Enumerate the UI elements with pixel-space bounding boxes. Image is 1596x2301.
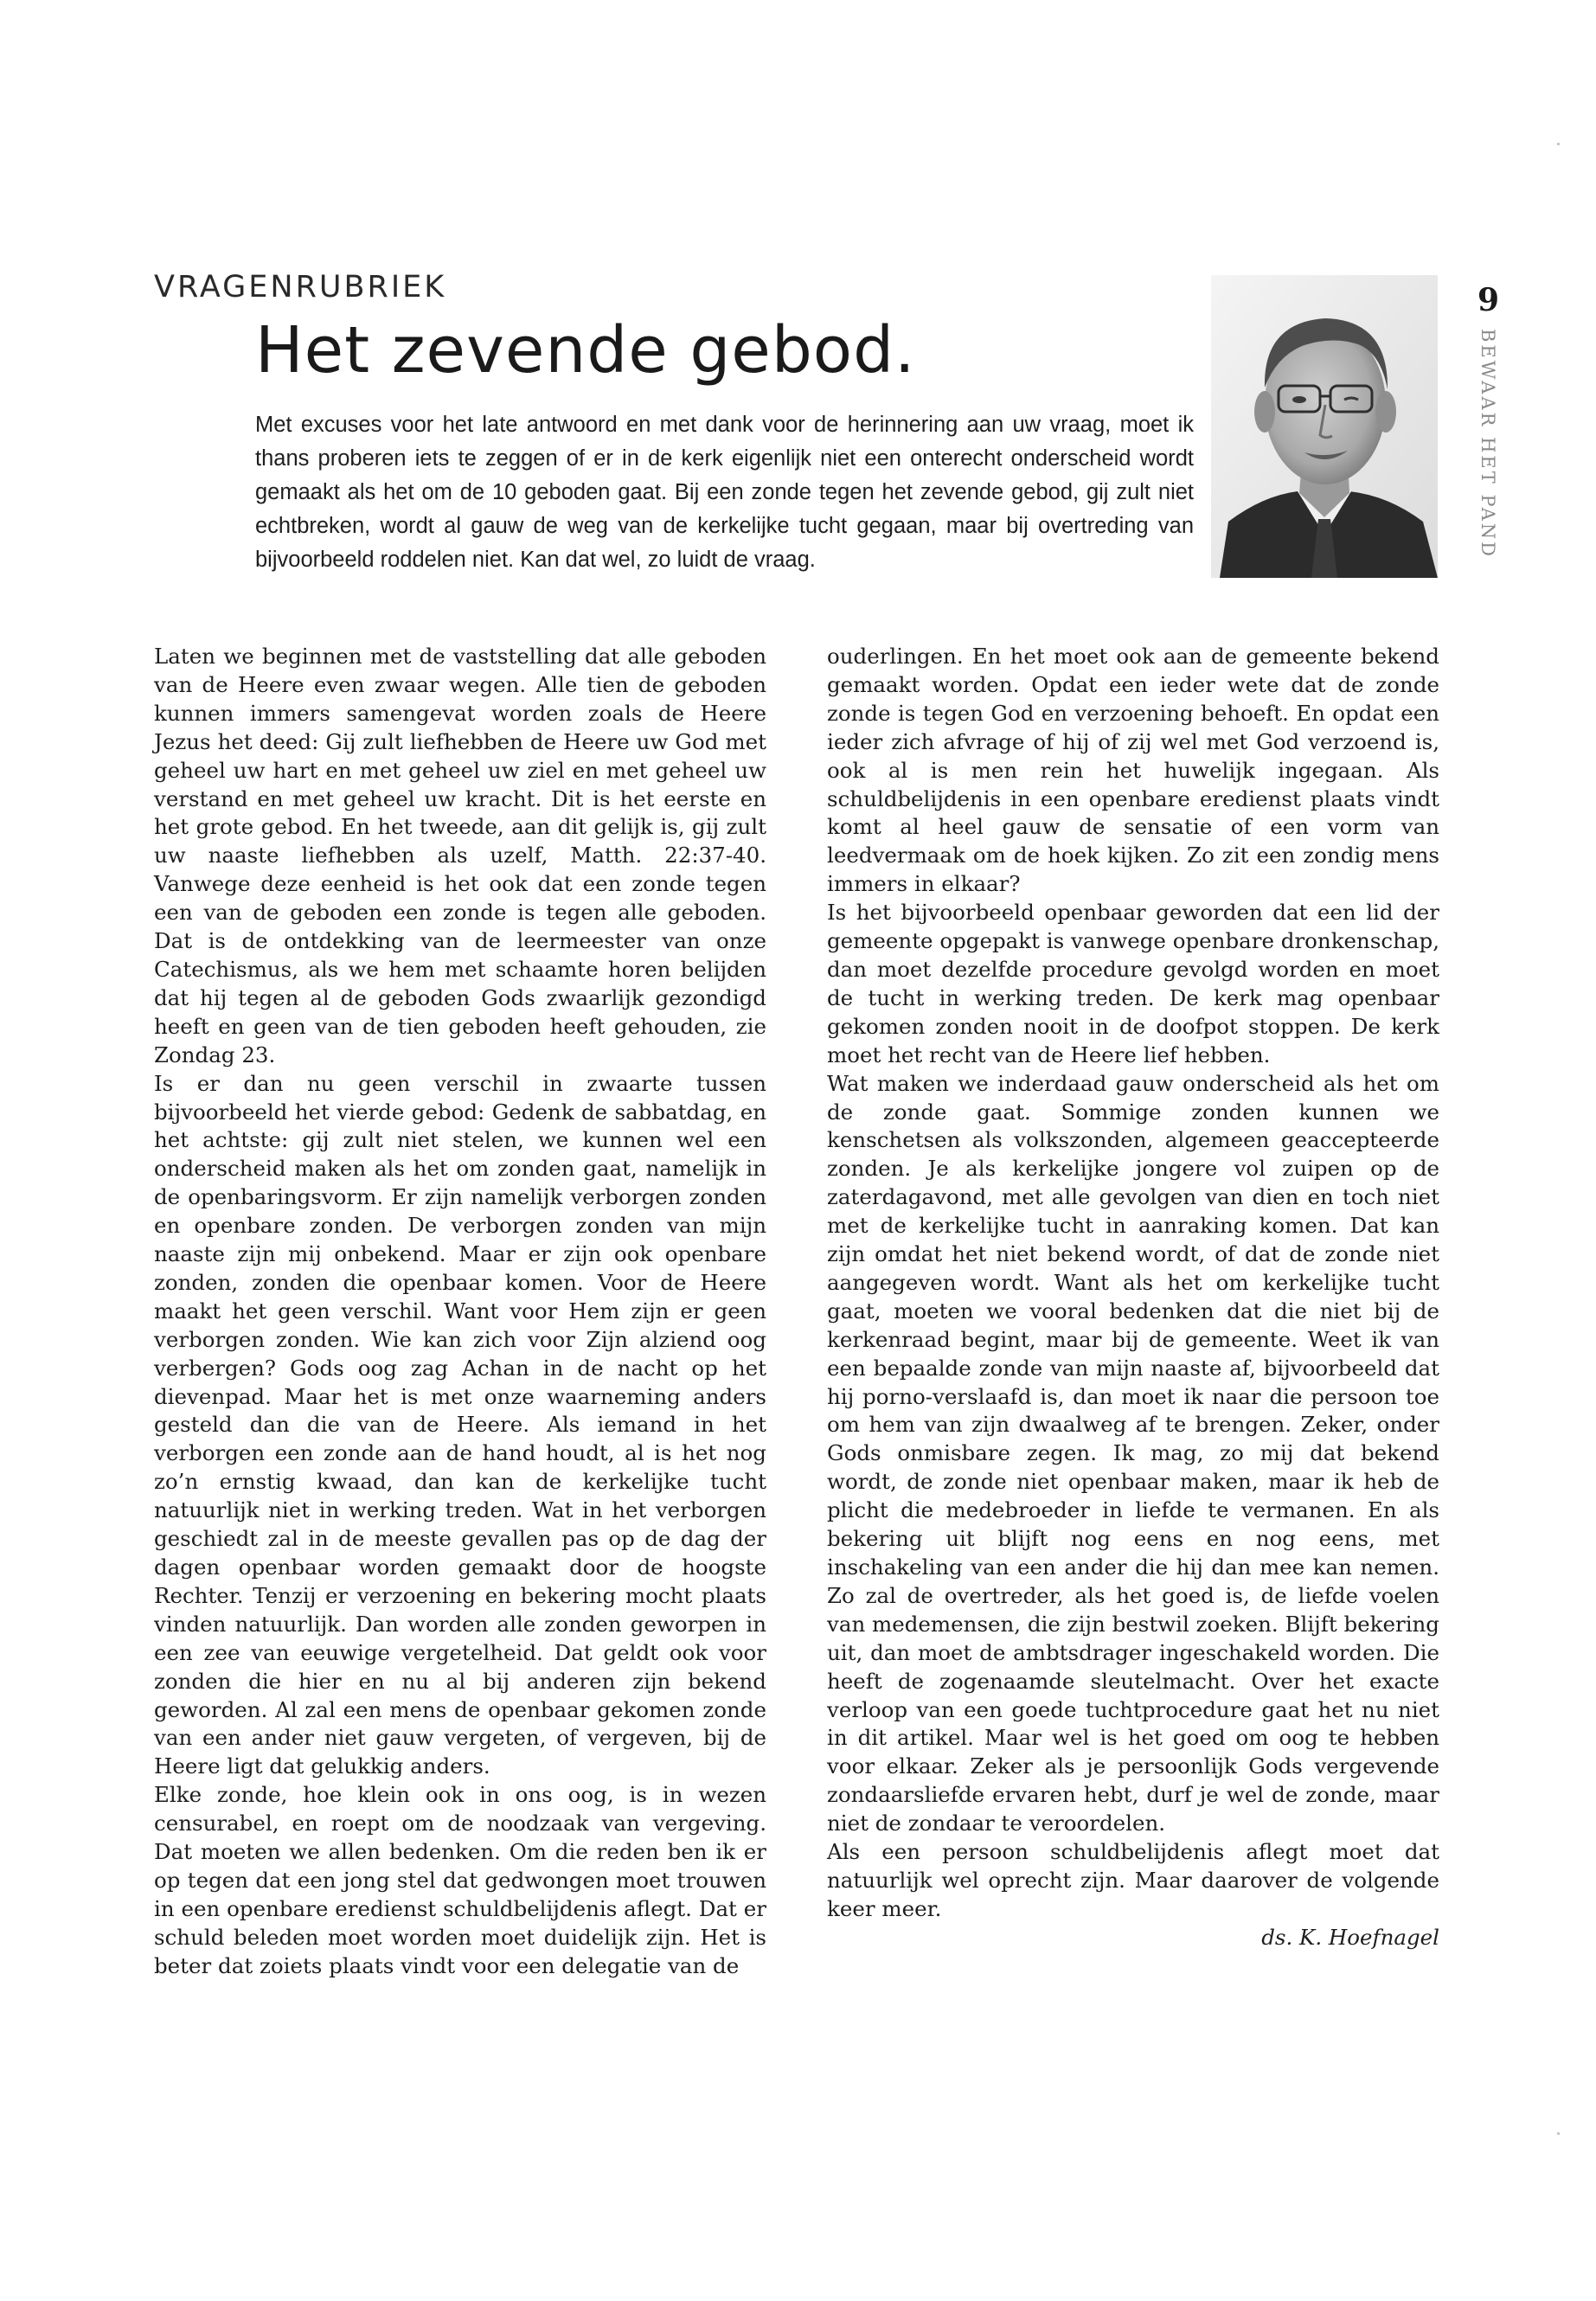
crop-mark [1557,2132,1560,2135]
article-title: Het zevende gebod. [255,313,916,388]
author-signature: ds. K. Hoefnagel [1261,1924,1439,1950]
paragraph: Is er dan nu geen verschil in zwaarte tussen bijvoorbeeld het vierde gebod: Gedenk de sabbatdag, en het achtste: gij zult niet stelen, we kunnen wel een onderscheid maken als het om zonden gaat, namelijk in de openbaringsvorm. Er zijn namelijk verborgen zonden en openbare zonden. De verborgen zonden van mijn naaste zijn mij onbekend. Maar er zijn ook openbare zonden, zonden die openbaar komen. Voor de Heere maakt het geen verschil. Want voor Hem zijn er geen verborgen zonden. Wie kan zich voor Zijn alziend oog verbergen? Gods oog zag Achan in de nacht op het dievenpad. Maar het is met onze waarneming anders gesteld dan die van de Heere. Als iemand in het verborgen een zonde aan de hand houdt, al is het nog zo’n ernstig kwaad, dan kan de kerkelijke tucht natuurlijk niet in werking treden. Wat in het verborgen geschiedt zal in de meeste gevallen pas op de dag der dagen openbaar worden gemaakt door de hoogste Rechter. Tenzij er verzoening en bekering mocht plaats vinden natuurlijk. Dan worden alle zonden geworpen in een zee van eeuwige vergetelheid. Dat geldt ook voor zonden die hier en nu al bij anderen zijn bekend geworden. Al zal een mens de openbaar gekomen zonde van een ander niet gauw vergeten, of vergeven, bij de Heere ligt dat gelukkig anders. [154,1070,766,1779]
paragraph: Als een persoon schuldbelijdenis aflegt moet dat natuurlijk wel oprecht zijn. Maar daarover de volgende keer meer. [827,1839,1439,1921]
author-portrait-image [1211,275,1438,578]
paragraph: Wat maken we inderdaad gauw onderscheid als het om de zonde gaat. Sommige zonden kunnen we kenschetsen als volkszonden, algemeen geaccepteerde zonden. Je als kerkelijke jongere vol zuipen op de zaterdagavond, met alle gevolgen van dien en toch niet met de kerkelijke tucht in aanraking komen. Dat kan zijn omdat het niet bekend wordt, of dat de zonde niet aangegeven wordt. Want als het om kerkelijke tucht gaat, moeten we vooral bedenken dat die niet bij de kerkenraad begint, maar bij de gemeente. Weet ik van een bepaalde zonde van mijn naaste af, bijvoorbeeld dat hij porno-verslaafd is, dan moet ik naar die persoon toe om hem van zijn dwaalweg af te brengen. Zeker, onder Gods onmisbare zegen. Ik mag, zo mij dat bekend wordt, de zonde niet openbaar maken, maar ik heb de plicht die medebroeder in liefde te vermanen. En als bekering uit blijft nog eens en nog eens, met inschakeling van een ander die hij dan mee kan nemen. Zo zal de overtreder, als het goed is, de liefde voelen van medemensen, die zijn bestwil zoeken. Blijft bekering uit, dan moet de ambtsdrager ingeschakeld worden. Die heeft de zogenaamde sleutelmacht. Over het exacte verloop van een goede tuchtprocedure gaat het nu niet in dit artikel. Maar wel is het goed om oog te hebben voor elkaar. Zeker als je persoonlijk Gods vergevende zondaarsliefde ervaren hebt, durf je wel de zonde, maar niet de zondaar te veroordelen. [827,1070,1439,1836]
publication-name: BEWAAR HET PAND [1477,329,1498,560]
paragraph: ouderlingen. En het moet ook aan de gemeente bekend gemaakt worden. Opdat een ieder wete dat de zonde zonde is tegen God en verzoening behoeft. En opdat een ieder zich afvrage of hij of zij wel met God verzoend is, ook al is men rein het huwelijk ingegaan. Als schuldbelijdenis in een openbare eredienst plaats vindt komt al heel gauw de sensatie of een vorm van leedvermaak om de hoek kijken. Zo zit een zondig mens immers in elkaar? [827,644,1439,897]
column-left [154,643,766,1981]
column-right [827,643,1439,1952]
crop-mark [1557,143,1560,145]
section-label: VRAGENRUBRIEK [154,270,447,304]
article-intro: Met excuses voor het late antwoord en met dank voor de herinnering aan uw vraag, moet ik thans proberen iets te zeggen of er in de kerk eigenlijk niet een onterecht onderscheid wordt gemaakt als het om de 10 geboden gaat. Bij een zonde tegen het zevende gebod, gij zult niet echtbreken, wordt al gauw de weg van de kerkelijke tucht gegaan, maar bij overtreding van bijvoorbeeld roddelen niet. Kan dat wel, zo luidt de vraag. [255,413,1194,572]
article-body [154,643,1439,2009]
paragraph: Is het bijvoorbeeld openbaar geworden dat een lid der gemeente opgepakt is vanwege openbare dronkenschap, dan moet dezelfde procedure gevolgd worden en moet de tucht in werking treden. De kerk mag openbaar gekomen zonden nooit in de doofpot stoppen. De kerk moet het recht van de Heere lief hebben. [827,900,1439,1067]
paragraph: Elke zonde, hoe klein ook in ons oog, is in wezen censurabel, en roept om de noodzaak van vergeving. Dat moeten we allen bedenken. Om die reden ben ik er op tegen dat een jong stel dat gedwongen moet trouwen in een openbare eredienst schuldbelijdenis aflegt. Dat er schuld beleden moet worden moet duidelijk zijn. Het is beter dat zoiets plaats vindt voor een delegatie van de [154,1782,766,1978]
paragraph: Laten we beginnen met de vaststelling dat alle geboden van de Heere even zwaar wegen. Alle tien de geboden kunnen immers samengevat worden zoals de Heere Jezus het deed: Gij zult liefhebben de Heere uw God met geheel uw hart en met geheel uw ziel en met geheel uw verstand en met geheel uw kracht. Dit is het eerste en het grote gebod. En het tweede, aan dit gelijk is, gij zult uw naaste liefhebben als uzelf, Matth. 22:37-40. Vanwege deze eenheid is het ook dat een zonde tegen een van de geboden een zonde is tegen alle geboden. Dat is de ontdekking van de leermeester van onze Catechismus, als we hem met schaamte horen belijden dat hij tegen al de geboden Gods zwaarlijk gezondigd heeft en geen van de tien geboden heeft gehouden, zie Zondag 23. [154,644,766,1067]
page-number: 9 [1477,282,1500,318]
author-portrait [1211,275,1438,578]
